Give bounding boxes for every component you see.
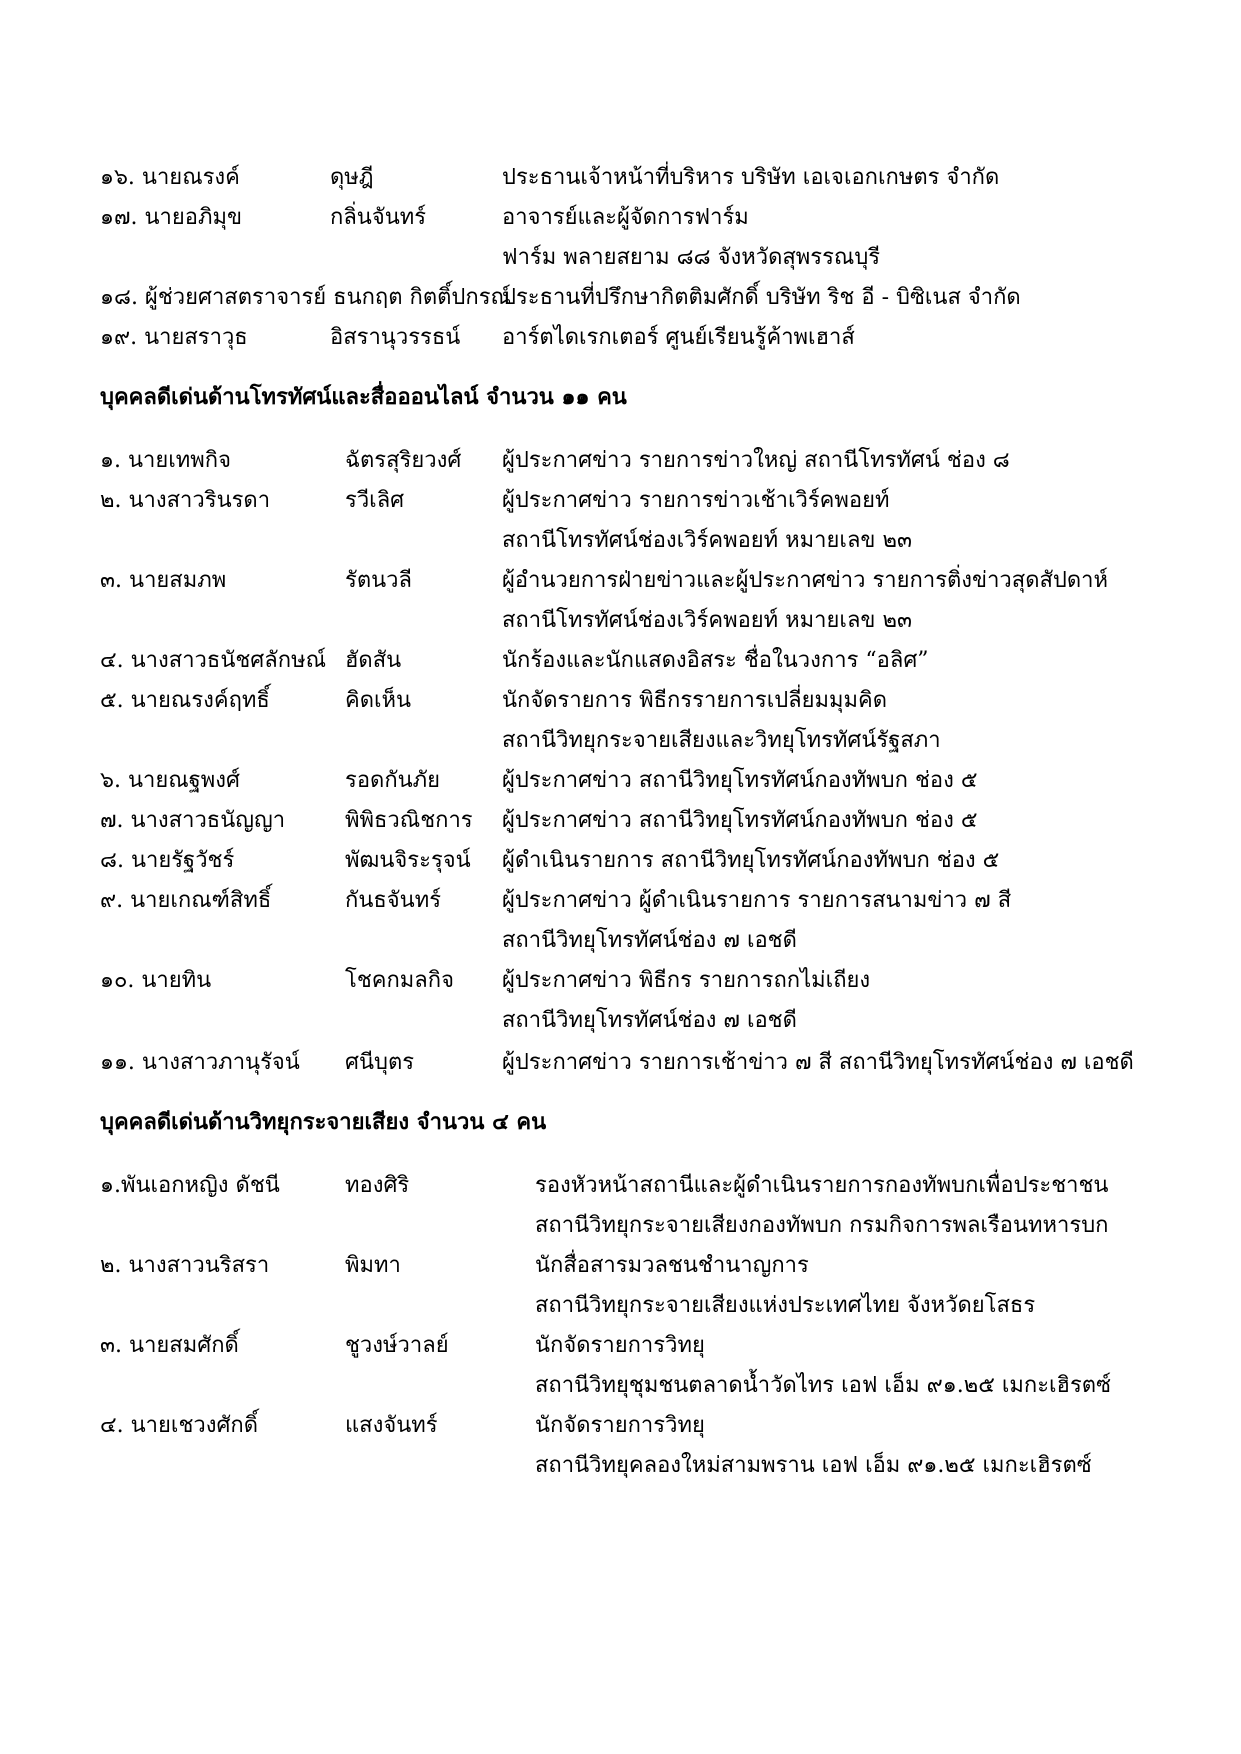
person-first-name: ๓. นายสมภพ	[100, 568, 227, 593]
person-first-name: ๔. นายเชวงศักดิ์	[100, 1413, 259, 1438]
list-item	[0, 1243, 1241, 1318]
list-item	[0, 275, 1241, 320]
person-first-name: ๑๐. นายทิน	[100, 968, 212, 993]
list-item	[0, 838, 1241, 883]
section-heading: บุคคลดีเด่นด้านโทรทัศน์และสื่อออนไลน์ จำนวน ๑๑ คน	[100, 384, 627, 410]
person-first-name: ๙. นายเกณฑ์สิทธิ์	[100, 888, 272, 913]
person-position: ผู้ประกาศข่าว สถานีวิทยุโทรทัศน์กองทัพบก ช่อง ๕	[502, 808, 978, 833]
person-first-name: ๑๗. นายอภิมุข	[100, 205, 243, 230]
person-position: ประธานที่ปรึกษากิตติมศักดิ์ บริษัท ริช อี - บิซิเนส จำกัด	[502, 285, 1021, 310]
person-position: สถานีวิทยุโทรทัศน์ช่อง ๗ เอชดี	[502, 1008, 797, 1033]
person-position: สถานีวิทยุโทรทัศน์ช่อง ๗ เอชดี	[502, 928, 797, 953]
person-position: สถานีวิทยุกระจายเสียงกองทัพบก กรมกิจการพลเรือนทหารบก	[535, 1213, 1109, 1238]
person-last-name: อิสรานุวรรธน์	[330, 325, 461, 350]
list-item	[0, 558, 1241, 633]
list-item	[0, 638, 1241, 683]
list-item	[0, 155, 1241, 200]
list-item	[0, 798, 1241, 843]
person-position: ผู้ประกาศข่าว สถานีวิทยุโทรทัศน์กองทัพบก ช่อง ๕	[502, 768, 978, 793]
person-first-name: ๒. นางสาวนริสรา	[100, 1253, 270, 1278]
person-last-name: ทองศิริ	[345, 1173, 410, 1198]
person-first-name: ๕. นายณรงค์ฤทธิ์	[100, 688, 270, 713]
person-position: นักจัดรายการวิทยุ	[535, 1333, 705, 1358]
person-last-name: รัตนวลี	[345, 568, 412, 593]
person-position: ผู้ดำเนินรายการ สถานีวิทยุโทรทัศน์กองทัพบก ช่อง ๕	[502, 848, 1000, 873]
person-last-name: คิดเห็น	[345, 688, 412, 713]
person-last-name: รวีเลิศ	[345, 488, 405, 513]
person-position: นักจัดรายการ พิธีกรรายการเปลี่ยมมุมคิด	[502, 688, 888, 713]
person-position: ประธานเจ้าหน้าที่บริหาร บริษัท เอเจเอกเกษตร จำกัด	[502, 165, 1000, 190]
person-first-name: ๑๖. นายณรงค์	[100, 165, 240, 190]
person-last-name: ดุษฎี	[330, 165, 374, 190]
person-first-name: ๑๘. ผู้ช่วยศาสตราจารย์ ธนกฤต กิตติ์ปกรณ์	[100, 285, 511, 310]
person-first-name: ๔. นางสาวธนัชศลักษณ์	[100, 648, 326, 673]
person-last-name: แสงจันทร์	[345, 1413, 438, 1438]
person-position: รองหัวหน้าสถานีและผู้ดำเนินรายการกองทัพบกเพื่อประชาชน	[535, 1173, 1109, 1198]
person-last-name: รอดกันภัย	[345, 768, 441, 793]
person-last-name: พิพิธวณิชการ	[345, 808, 473, 833]
person-position: ผู้ประกาศข่าว พิธีกร รายการถกไม่เถียง	[502, 968, 871, 993]
person-first-name: ๖. นายณฐพงศ์	[100, 768, 240, 793]
person-position: อาจารย์และผู้จัดการฟาร์ม	[502, 205, 749, 230]
person-first-name: ๘. นายรัฐวัชร์	[100, 848, 235, 873]
person-first-name: ๒. นางสาวรินรดา	[100, 488, 271, 513]
person-position: ผู้ประกาศข่าว รายการข่าวใหญ่ สถานีโทรทัศน์ ช่อง ๘	[502, 448, 1010, 473]
person-first-name: ๗. นางสาวธนัญญา	[100, 808, 286, 833]
list-item	[0, 878, 1241, 953]
list-item	[0, 195, 1241, 270]
person-first-name: ๑.พันเอกหญิง ดัชนี	[100, 1173, 280, 1198]
person-position: สถานีโทรทัศน์ช่องเวิร์คพอยท์ หมายเลข ๒๓	[502, 528, 912, 553]
person-position: สถานีโทรทัศน์ช่องเวิร์คพอยท์ หมายเลข ๒๓	[502, 608, 912, 633]
person-position: ผู้อำนวยการฝ่ายข่าวและผู้ประกาศข่าว รายการติ่งข่าวสุดสัปดาห์	[502, 568, 1109, 593]
person-position: อาร์ตไดเรกเตอร์ ศูนย์เรียนรู้ค้าพเฮาส์	[502, 325, 855, 350]
person-position: นักร้องและนักแสดงอิสระ ชื่อในวงการ “อลิศ”	[502, 648, 929, 673]
person-position: สถานีวิทยุกระจายเสียงและวิทยุโทรทัศน์รัฐสภา	[502, 728, 941, 753]
list-item	[0, 958, 1241, 1033]
person-last-name: ชูวงษ์วาลย์	[345, 1333, 449, 1358]
person-position: สถานีวิทยุชุมชนตลาดน้ำวัดไทร เอฟ เอ็ม ๙๑.๒๕ เมกะเฮิรตซ์	[535, 1373, 1111, 1398]
person-last-name: พิมทา	[345, 1253, 401, 1278]
list-item	[0, 1040, 1241, 1085]
person-position: สถานีวิทยุกระจายเสียงแห่งประเทศไทย จังหวัดยโสธร	[535, 1293, 1036, 1318]
person-last-name: กลิ่นจันทร์	[330, 205, 427, 230]
person-position: นักสื่อสารมวลชนชำนาญการ	[535, 1253, 809, 1278]
list-item	[0, 1323, 1241, 1398]
person-first-name: ๓. นายสมศักดิ์	[100, 1333, 239, 1358]
person-last-name: กันธจันทร์	[345, 888, 442, 913]
person-last-name: โชคกมลกิจ	[345, 968, 454, 993]
person-last-name: พัฒนจิระรุจน์	[345, 848, 471, 873]
person-last-name: ฉัตรสุริยวงศ์	[345, 448, 462, 473]
list-item	[0, 758, 1241, 803]
person-first-name: ๑๑. นางสาวภานุรัจน์	[100, 1050, 300, 1075]
list-item	[0, 478, 1241, 553]
person-position: ผู้ประกาศข่าว ผู้ดำเนินรายการ รายการสนามข่าว ๗ สี	[502, 888, 1012, 913]
person-position: ผู้ประกาศข่าว รายการเช้าข่าว ๗ สี สถานีวิทยุโทรทัศน์ช่อง ๗ เอชดี	[502, 1050, 1134, 1075]
person-first-name: ๑. นายเทพกิจ	[100, 448, 231, 473]
list-item	[0, 438, 1241, 483]
person-position: ผู้ประกาศข่าว รายการข่าวเช้าเวิร์คพอยท์	[502, 488, 890, 513]
list-item	[0, 1163, 1241, 1238]
person-position: นักจัดรายการวิทยุ	[535, 1413, 705, 1438]
list-item	[0, 1403, 1241, 1478]
person-position: สถานีวิทยุคลองใหม่สามพราน เอฟ เอ็ม ๙๑.๒๕ เมกะเฮิรตซ์	[535, 1453, 1092, 1478]
list-item	[0, 678, 1241, 753]
section-heading: บุคคลดีเด่นด้านวิทยุกระจายเสียง จำนวน ๔ คน	[100, 1109, 547, 1135]
person-position: ฟาร์ม พลายสยาม ๘๘ จังหวัดสุพรรณบุรี	[502, 245, 881, 270]
person-first-name: ๑๙. นายสราวุธ	[100, 325, 248, 350]
person-last-name: ศนีบุตร	[345, 1050, 415, 1075]
list-item	[0, 315, 1241, 360]
person-last-name: ฮัดสัน	[345, 648, 402, 673]
